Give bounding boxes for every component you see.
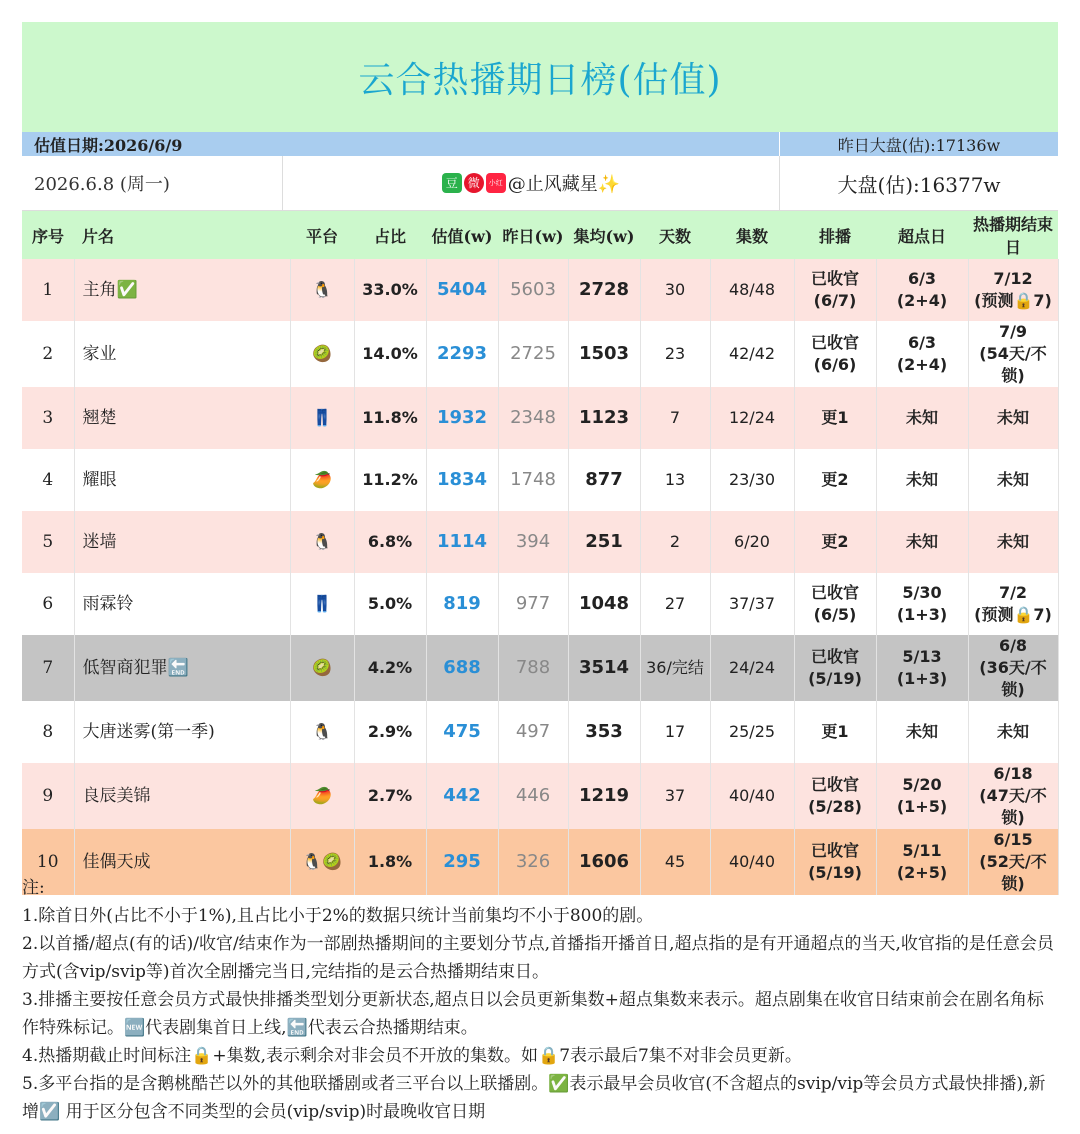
ranking-sheet [22,22,1058,895]
cell-platform: 🐧 [290,511,354,573]
col-peak: 超点日 [876,211,968,259]
cell-estimate: 295 [426,829,498,895]
table-row [22,511,1058,573]
cell-share: 11.2% [354,449,426,511]
table-row [22,259,1058,321]
cell-avg: 3514 [568,635,640,701]
cell-share: 2.9% [354,701,426,763]
cell-share: 14.0% [354,321,426,387]
cell-share: 6.8% [354,511,426,573]
cell-peak: 未知 [876,511,968,573]
table-row [22,449,1058,511]
cell-estimate: 5404 [426,259,498,321]
cell-platform: 🐧 [290,259,354,321]
cell-end: 7/12 (预测🔒7) [968,259,1058,321]
cell-yesterday: 5603 [498,259,568,321]
cell-end: 未知 [968,701,1058,763]
cell-share: 33.0% [354,259,426,321]
cell-days: 17 [640,701,710,763]
cell-yesterday: 2348 [498,387,568,449]
cell-rank: 9 [22,763,74,829]
cell-end: 未知 [968,449,1058,511]
cell-schedule: 更2 [794,449,876,511]
cell-avg: 877 [568,449,640,511]
col-platform: 平台 [290,211,354,259]
date-line: 2026.6.8 (周一) [22,156,283,210]
col-avg: 集均(w) [568,211,640,259]
col-episodes: 集数 [710,211,794,259]
cell-schedule: 更2 [794,511,876,573]
cell-rank: 7 [22,635,74,701]
cell-rank: 1 [22,259,74,321]
col-days: 天数 [640,211,710,259]
cell-peak: 5/13 (1+3) [876,635,968,701]
cell-avg: 1606 [568,829,640,895]
table-body [22,259,1058,895]
cell-avg: 353 [568,701,640,763]
cell-platform: 🥭 [290,763,354,829]
col-share: 占比 [354,211,426,259]
cell-name: 家业 [74,321,290,387]
cell-name: 翘楚 [74,387,290,449]
cell-platform: 🐧 [290,701,354,763]
cell-days: 23 [640,321,710,387]
cell-rank: 5 [22,511,74,573]
cell-estimate: 1114 [426,511,498,573]
note-line: 注: [22,878,45,898]
cell-episodes: 24/24 [710,635,794,701]
cell-estimate: 2293 [426,321,498,387]
cell-end: 未知 [968,387,1058,449]
cell-days: 30 [640,259,710,321]
page-title: 云合热播期日榜(估值) [358,59,722,101]
cell-episodes: 25/25 [710,701,794,763]
note-line: 5.多平台指的是含鹅桃酷芒以外的其他联播剧或者三平台以上联播剧。✅表示最早会员收官(不含超点的svip/vip等会员方式最快排播),新增☑️ 用于区分包含不同类型的会员(vip/svip)时最晚收官日期 [22,1074,1046,1122]
notes [22,874,1058,1126]
cell-yesterday: 394 [498,511,568,573]
note-line: 3.排播主要按任意会员方式最快排播类型划分更新状态,超点日以会员更新集数+超点集数来表示。超点剧集在收官日结束前会在剧名角标作特殊标记。🆕代表剧集首日上线,🔚代表云合热播期结束。 [22,990,1044,1038]
cell-peak: 未知 [876,701,968,763]
credit [283,156,779,210]
cell-avg: 1123 [568,387,640,449]
note-line: 1.除首日外(占比不小于1%),且占比小于2%的数据只统计当前集均不小于800的剧。 [22,906,654,926]
cell-days: 7 [640,387,710,449]
cell-episodes: 48/48 [710,259,794,321]
table-header [22,211,1058,259]
cell-episodes: 12/24 [710,387,794,449]
cell-share: 11.8% [354,387,426,449]
cell-rank: 4 [22,449,74,511]
cell-avg: 1219 [568,763,640,829]
cell-end: 7/2 (预测🔒7) [968,573,1058,635]
cell-episodes: 23/30 [710,449,794,511]
cell-name: 大唐迷雾(第一季) [74,701,290,763]
cell-name: 主角✅ [74,259,290,321]
cell-rank: 6 [22,573,74,635]
cell-end: 6/15 (52天/不锁) [968,829,1058,895]
cell-peak: 5/20 (1+5) [876,763,968,829]
cell-estimate: 442 [426,763,498,829]
cell-peak: 未知 [876,387,968,449]
cell-yesterday: 977 [498,573,568,635]
cell-rank: 8 [22,701,74,763]
cell-rank: 2 [22,321,74,387]
cell-yesterday: 2725 [498,321,568,387]
cell-schedule: 已收官 (6/5) [794,573,876,635]
cell-name: 低智商犯罪🔚 [74,635,290,701]
cell-share: 1.8% [354,829,426,895]
cell-yesterday: 326 [498,829,568,895]
cell-episodes: 37/37 [710,573,794,635]
cell-platform: 🐧🥝 [290,829,354,895]
cell-end: 未知 [968,511,1058,573]
col-estimate: 估值(w) [426,211,498,259]
cell-estimate: 1834 [426,449,498,511]
cell-avg: 1503 [568,321,640,387]
cell-schedule: 已收官 (5/28) [794,763,876,829]
date-bar [22,132,1058,156]
yesterday-total: 昨日大盘(估):17136w [779,132,1058,156]
cell-days: 13 [640,449,710,511]
cell-rank: 3 [22,387,74,449]
cell-peak: 6/3 (2+4) [876,321,968,387]
cell-end: 6/8 (36天/不锁) [968,635,1058,701]
cell-avg: 1048 [568,573,640,635]
cell-peak: 5/11 (2+5) [876,829,968,895]
cell-end: 7/9 (54天/不锁) [968,321,1058,387]
cell-schedule: 更1 [794,701,876,763]
col-end: 热播期结束日 [968,211,1058,259]
cell-episodes: 42/42 [710,321,794,387]
cell-schedule: 已收官 (5/19) [794,635,876,701]
cell-platform: 👖 [290,573,354,635]
cell-yesterday: 446 [498,763,568,829]
cell-episodes: 6/20 [710,511,794,573]
cell-name: 雨霖铃 [74,573,290,635]
cell-name: 佳偶天成 [74,829,290,895]
credit-text: @止风藏星✨ [507,174,621,195]
cell-peak: 5/30 (1+3) [876,573,968,635]
cell-rank: 10 [22,829,74,895]
cell-days: 27 [640,573,710,635]
cell-platform: 🥝 [290,635,354,701]
cell-share: 2.7% [354,763,426,829]
table-row [22,387,1058,449]
cell-peak: 未知 [876,449,968,511]
cell-schedule: 更1 [794,387,876,449]
cell-share: 4.2% [354,635,426,701]
table-row [22,763,1058,829]
table-row [22,635,1058,701]
cell-schedule: 已收官 (6/6) [794,321,876,387]
note-line: 4.热播期截止时间标注🔒+集数,表示剩余对非会员不开放的集数。如🔒7表示最后7集不对非会员更新。 [22,1046,802,1066]
total: 大盘(估):16377w [779,156,1058,210]
xiaohongshu-icon: 小红书 [486,173,506,193]
cell-yesterday: 497 [498,701,568,763]
cell-estimate: 819 [426,573,498,635]
ranking-table [22,211,1059,895]
cell-estimate: 688 [426,635,498,701]
cell-end: 6/18 (47天/不锁) [968,763,1058,829]
note-line: 2.以首播/超点(有的话)/收官/结束作为一部剧热播期间的主要划分节点,首播指开播首日,超点指的是有开通超点的当天,收官指的是任意会员方式(含vip/svip等)首次全剧播完当日,完结指的是云合热播期结束日。 [22,934,1054,982]
cell-episodes: 40/40 [710,763,794,829]
cell-platform: 👖 [290,387,354,449]
col-schedule: 排播 [794,211,876,259]
cell-days: 2 [640,511,710,573]
cell-platform: 🥝 [290,321,354,387]
table-row [22,573,1058,635]
table-row [22,321,1058,387]
cell-days: 36/完结 [640,635,710,701]
col-name: 片名 [74,211,290,259]
cell-share: 5.0% [354,573,426,635]
cell-estimate: 475 [426,701,498,763]
cell-name: 耀眼 [74,449,290,511]
title-bar [22,22,1058,132]
douban-icon: 豆 [442,173,462,193]
info-row [22,156,1058,211]
cell-platform: 🥭 [290,449,354,511]
cell-estimate: 1932 [426,387,498,449]
cell-name: 迷墙 [74,511,290,573]
weibo-icon: 微 [464,173,484,193]
cell-days: 37 [640,763,710,829]
cell-name: 良辰美锦 [74,763,290,829]
cell-schedule: 已收官 (6/7) [794,259,876,321]
cell-avg: 251 [568,511,640,573]
cell-yesterday: 1748 [498,449,568,511]
cell-yesterday: 788 [498,635,568,701]
table-row [22,701,1058,763]
cell-schedule: 已收官 (5/19) [794,829,876,895]
estimate-date: 估值日期:2026/6/9 [34,135,183,155]
cell-peak: 6/3 (2+4) [876,259,968,321]
cell-days: 45 [640,829,710,895]
col-rank: 序号 [22,211,74,259]
cell-avg: 2728 [568,259,640,321]
col-yesterday: 昨日(w) [498,211,568,259]
cell-episodes: 40/40 [710,829,794,895]
